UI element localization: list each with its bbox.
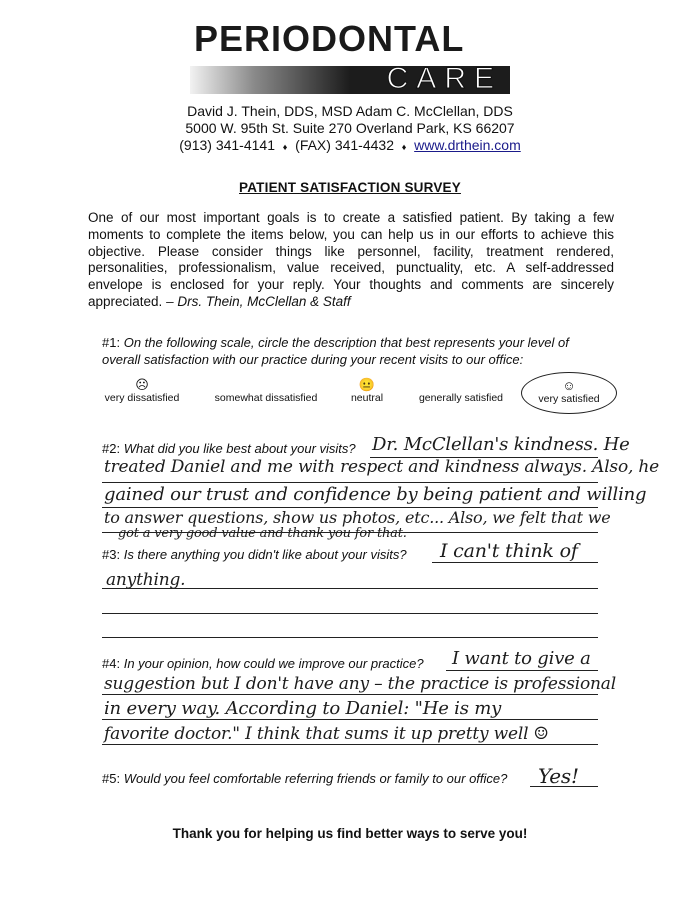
q4-text: In your opinion, how could we improve our practice? (123, 656, 424, 671)
q2-answer-line: got a very good value and thank you for that. (118, 526, 407, 541)
page-title: PATIENT SATISFACTION SURVEY (239, 180, 461, 195)
scale-label: neutral (350, 392, 384, 404)
intro-body: One of our most important goals is to create a satisfied patient. By taking a few moments to complete the items below, you can help us in our efforts to achieve this objective. Please consider things like personnel, facility, treatment rendered, personalities, professionalism, value received, punctuality, etc. A self-addressed envelope is enclosed for your reply. Your thoughts and comments are sincerely appreciated. (88, 210, 614, 309)
answer-rule (102, 719, 598, 720)
frown-face-icon: ☹ (135, 377, 149, 392)
answer-rule (432, 562, 598, 563)
header-contact (0, 137, 700, 153)
q4-answer-line: favorite doctor." I think that sums it up pretty well ☺ (104, 724, 549, 744)
scale-label: generally satisfied (418, 392, 504, 404)
q2-answer-line: treated Daniel and me with respect and kindness always. Also, he (104, 457, 660, 477)
header-address: 5000 W. 95th St. Suite 270 Overland Park, KS 66207 (185, 120, 515, 136)
q5-prompt (102, 771, 507, 786)
q2-answer-line: Dr. McClellan's kindness. He (372, 434, 630, 455)
q1-text-line2: overall satisfaction with our practice during your recent visits to our office: (102, 352, 524, 367)
q1-prompt (102, 335, 622, 350)
q3-number: #3: (102, 547, 121, 562)
separator-icon: ♦ (282, 142, 288, 152)
scale-option-very-dissatisfied[interactable] (96, 378, 188, 404)
answer-rule (102, 694, 598, 695)
header-doctors: David J. Thein, DDS, MSD Adam C. McClellan, DDS (187, 103, 513, 119)
answer-rule (102, 482, 598, 483)
smile-face-icon: ☺ (562, 378, 576, 393)
practice-logo (190, 18, 510, 95)
logo-text-care: CARE (386, 62, 502, 95)
answer-rule (102, 588, 598, 589)
q3-text: Is there anything you didn't like about your visits? (123, 547, 407, 562)
q3-answer-line: I can't think of (440, 540, 578, 562)
scale-label: somewhat dissatisfied (214, 392, 318, 404)
q3-answer-line: anything. (106, 570, 186, 590)
q2-answer-line: gained our trust and confidence by being patient and willing (104, 484, 647, 505)
q5-number: #5: (102, 771, 121, 786)
q2-answer-line: to answer questions, show us photos, etc... Also, we felt that we (104, 508, 611, 527)
answer-rule (530, 786, 598, 787)
logo-text-periodontal: PERIODONTAL (194, 18, 465, 59)
header-phone: (913) 341-4141 (179, 137, 275, 153)
intro-signature: – Drs. Thein, McClellan & Staff (166, 293, 351, 309)
scale-option-somewhat-dissatisfied[interactable] (205, 392, 327, 404)
website-link[interactable]: www.drthein.com (414, 137, 521, 153)
answer-rule (446, 670, 598, 671)
scale-label: very satisfied (538, 393, 600, 405)
header-fax: (FAX) 341-4432 (295, 137, 394, 153)
q1-text-line1: On the following scale, circle the description that best represents your level of (123, 335, 569, 350)
scale-option-generally-satisfied[interactable] (412, 392, 510, 404)
answer-rule (102, 744, 598, 745)
q5-text: Would you feel comfortable referring friends or family to our office? (123, 771, 508, 786)
scale-option-very-satisfied[interactable] (521, 372, 617, 414)
separator-icon: ♦ (401, 142, 407, 152)
answer-rule (102, 637, 598, 638)
q5-answer: Yes! (538, 764, 579, 788)
q4-answer-line: in every way. According to Daniel: "He is my (104, 698, 502, 719)
q1-number: #1: (102, 335, 121, 350)
answer-rule (102, 532, 598, 533)
scale-label: very dissatisfied (104, 392, 180, 404)
q4-answer-line: suggestion but I don't have any – the practice is professional (104, 674, 616, 694)
answer-rule (102, 613, 598, 614)
closing-message: Thank you for helping us find better ways to serve you! (172, 826, 528, 841)
q4-number: #4: (102, 656, 121, 671)
intro-paragraph (88, 210, 614, 311)
q2-prompt (102, 441, 356, 456)
q4-answer-line: I want to give a (452, 648, 591, 669)
q2-number: #2: (102, 441, 121, 456)
q4-prompt (102, 656, 424, 671)
scale-option-neutral[interactable] (338, 378, 396, 404)
neutral-face-icon: 😐 (358, 377, 376, 392)
q2-text: What did you like best about your visits? (123, 441, 356, 456)
q3-prompt (102, 547, 407, 562)
